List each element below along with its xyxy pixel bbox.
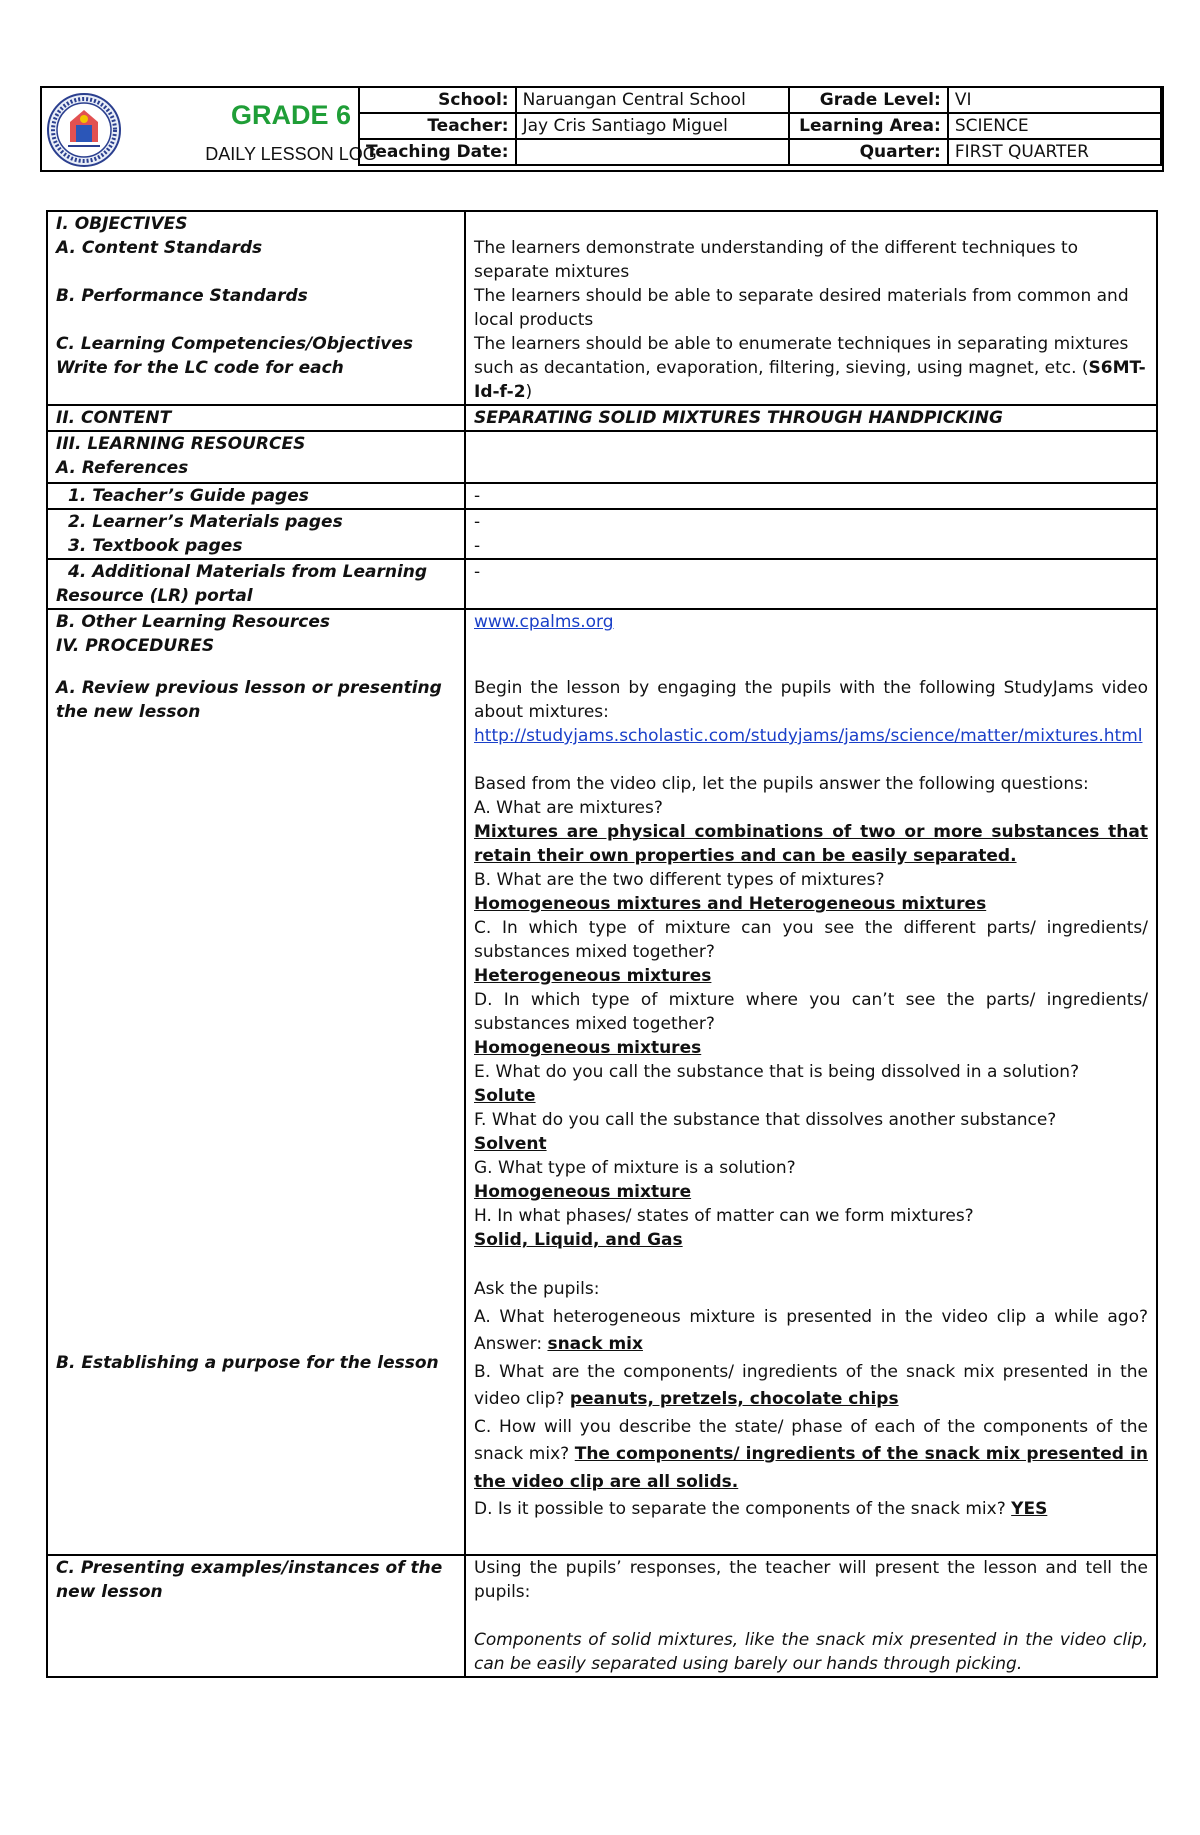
procedures-labels <box>47 609 465 1555</box>
question-f: F. What do you call the substance that dissolves another substance? <box>474 1110 1057 1130</box>
objectives-labels <box>47 211 465 405</box>
am-value: - <box>465 559 1157 609</box>
teacher-label: Teacher: <box>359 113 516 139</box>
tb-label: 3. Textbook pages <box>68 536 243 556</box>
answer-e: Solute <box>474 1086 536 1106</box>
content-standards-text: The learners demonstrate understanding of the different techniques to separate mixtures <box>474 238 1079 282</box>
studyjams-link[interactable]: http://studyjams.scholastic.com/studyjams/jams/science/matter/mixtures.html <box>474 726 1143 746</box>
answer-b: Homogeneous mixtures and Heterogeneous mixtures <box>474 894 987 914</box>
procedures-row <box>47 609 1157 1555</box>
learning-area-label: Learning Area: <box>789 113 948 139</box>
competencies-text-body: The learners should be able to enumerate techniques in separating mixtures such as decantation, evaporation, filtering, sieving, using magnet, etc. ( <box>474 334 1129 378</box>
purpose-item-b <box>474 1359 1148 1414</box>
competencies-label: C. Learning Competencies/Objectives <box>56 334 414 354</box>
purpose-item-a <box>474 1304 1148 1359</box>
purpose-question-a: A. What heterogeneous mixture is presented in the video clip a while ago? Answer: <box>474 1306 1148 1354</box>
purpose-answer-c: The components/ ingredients of the snack mix presented in the video clip are all solids. <box>474 1444 1148 1492</box>
teaching-date-label: Teaching Date: <box>359 139 516 165</box>
question-b: B. What are the two different types of mixtures? <box>474 870 885 890</box>
am-label-2: Resource (LR) portal <box>56 586 253 606</box>
deped-seal-logo <box>46 92 122 168</box>
learning-area-value: SCIENCE <box>948 113 1161 139</box>
purpose-item-c <box>474 1414 1148 1497</box>
lesson-plan-table <box>46 210 1158 1678</box>
content-label: II. CONTENT <box>47 405 465 431</box>
question-a: A. What are mixtures? <box>474 798 663 818</box>
lm-tb-row <box>47 509 1157 559</box>
purpose-question-b: B. What are the components/ ingredients of the snack mix presented in the video clip? <box>474 1361 1148 1409</box>
purpose-question-d: D. Is it possible to separate the components of the snack mix? <box>474 1499 1012 1519</box>
question-h: H. In what phases/ states of matter can we form mixtures? <box>474 1206 974 1226</box>
tg-label-cell <box>47 483 465 509</box>
school-value: Naruangan Central School <box>516 87 789 113</box>
answer-h: Solid, Liquid, and Gas <box>474 1230 683 1250</box>
question-d: D. In which type of mixture where you can’t see the parts/ ingredients/ substances mixed together? <box>474 990 1148 1034</box>
resources-heading: III. LEARNING RESOURCES <box>56 434 306 454</box>
presenting-italic-text: Components of solid mixtures, like the snack mix presented in the video clip, can be easily separated using barely our hands through picking. <box>474 1629 1148 1674</box>
answer-c: Heterogeneous mixtures <box>474 966 712 986</box>
presenting-values <box>465 1555 1157 1677</box>
performance-standards-text: The learners should be able to separate desired materials from common and local products <box>474 286 1129 330</box>
content-standards-label: A. Content Standards <box>56 238 263 258</box>
question-c: C. In which type of mixture can you see the different parts/ ingredients/ substances mixed together? <box>474 918 1148 962</box>
am-labels <box>47 559 465 609</box>
review-label-2: the new lesson <box>56 702 201 722</box>
resources-values <box>465 431 1157 483</box>
procedures-heading: IV. PROCEDURES <box>56 636 215 656</box>
quarter-label: Quarter: <box>789 139 948 165</box>
log-title: DAILY LESSON LOG <box>205 144 377 164</box>
lm-tb-values <box>465 509 1157 559</box>
purpose-item-d <box>474 1496 1148 1524</box>
quarter-value: FIRST QUARTER <box>948 139 1161 165</box>
lesson-log-header <box>40 86 1164 172</box>
cpalms-link[interactable]: www.cpalms.org <box>474 612 614 632</box>
purpose-ask: Ask the pupils: <box>474 1279 600 1299</box>
teacher-value: Jay Cris Santiago Miguel <box>516 113 789 139</box>
purpose-answer-b: peanuts, pretzels, chocolate chips <box>569 1389 899 1409</box>
answer-f: Solvent <box>474 1134 547 1154</box>
procedures-values <box>465 609 1157 1555</box>
question-e: E. What do you call the substance that is being dissolved in a solution? <box>474 1062 1080 1082</box>
answer-a: Mixtures are physical combinations of two or more substances that retain their own properties and can be easily separated. <box>474 822 1148 866</box>
resources-labels <box>47 431 465 483</box>
performance-standards-label: B. Performance Standards <box>56 286 308 306</box>
presenting-label-1: C. Presenting examples/instances of the <box>56 1557 443 1578</box>
objectives-values <box>465 211 1157 405</box>
lm-label: 2. Learner’s Materials pages <box>68 512 343 532</box>
tg-row <box>47 483 1157 509</box>
content-value: SEPARATING SOLID MIXTURES THROUGH HANDPICKING <box>465 405 1157 431</box>
purpose-question-c: C. How will you describe the state/ phase of each of the components of the snack mix? <box>474 1416 1148 1464</box>
references-label: A. References <box>56 458 189 478</box>
review-label-1: A. Review previous lesson or presenting <box>56 678 442 698</box>
presenting-label-2: new lesson <box>56 1581 163 1602</box>
am-row <box>47 559 1157 609</box>
header-info-table <box>358 86 1162 166</box>
tg-value: - <box>465 483 1157 509</box>
presenting-row <box>47 1555 1157 1677</box>
competencies-sub-label: Write for the LC code for each <box>56 358 344 378</box>
answer-d: Homogeneous mixtures <box>474 1038 702 1058</box>
lm-value: - <box>474 512 481 532</box>
review-intro: Begin the lesson by engaging the pupils with the following StudyJams video about mixtures: <box>474 678 1148 722</box>
review-based-text: Based from the video clip, let the pupils answer the following questions: <box>474 774 1089 794</box>
question-g: G. What type of mixture is a solution? <box>474 1158 796 1178</box>
other-resources-label: B. Other Learning Resources <box>56 612 330 632</box>
grade-title: GRADE 6 <box>230 100 352 130</box>
teaching-date-value <box>516 139 789 165</box>
lm-tb-labels <box>47 509 465 559</box>
presenting-text: Using the pupils’ responses, the teacher will present the lesson and tell the pupils: <box>474 1557 1148 1602</box>
objectives-heading: I. OBJECTIVES <box>56 214 188 234</box>
purpose-answer-d: YES <box>1011 1499 1048 1519</box>
competencies-text <box>474 332 1148 404</box>
am-label-1: 4. Additional Materials from Learning <box>68 562 428 582</box>
grade-level-value: VI <box>948 87 1161 113</box>
competencies-text-end: ) <box>525 382 533 402</box>
content-row <box>47 405 1157 431</box>
lc-code: S6MT-Id-f-2 <box>474 358 1146 402</box>
purpose-block <box>474 1276 1148 1524</box>
grade-level-label: Grade Level: <box>789 87 948 113</box>
purpose-answer-a: snack mix <box>547 1334 643 1354</box>
tg-label: 1. Teacher’s Guide pages <box>68 486 309 506</box>
answer-g: Homogeneous mixture <box>474 1182 692 1202</box>
resources-row <box>47 431 1157 483</box>
purpose-label: B. Establishing a purpose for the lesson <box>56 1353 439 1373</box>
school-label: School: <box>359 87 516 113</box>
tb-value: - <box>474 536 481 556</box>
presenting-labels <box>47 1555 465 1677</box>
objectives-row <box>47 211 1157 405</box>
